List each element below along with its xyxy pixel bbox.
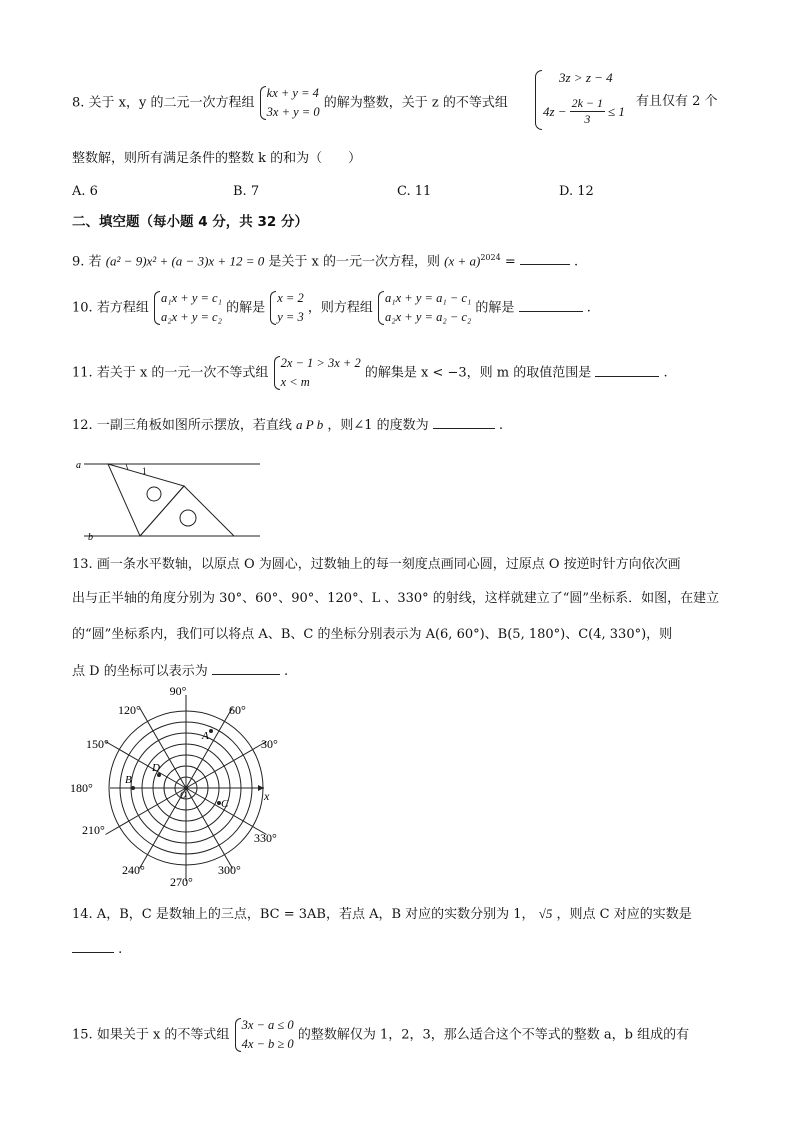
expression: (x + a) — [444, 253, 481, 269]
inequality-row: 3x − a ≤ 0 — [241, 1018, 294, 1032]
period: . — [118, 942, 123, 957]
angle-label-60: 60° — [229, 703, 246, 717]
question-text: 若 — [88, 254, 102, 270]
label-point-c: C — [221, 798, 229, 810]
question-text: 画一条水平数轴，以原点 O 为圆心，过数轴上的每一刻度点画同心圆，过原点 O 按逆时针方向依次画 — [96, 557, 681, 572]
equation-row: y = 3 — [277, 310, 304, 324]
angle-label-270: 270° — [170, 875, 193, 889]
question-number: 11. — [72, 365, 93, 381]
inequality-row: 4x − b ≥ 0 — [241, 1037, 294, 1051]
question-text: ，则点 C 对应的实数是 — [556, 907, 692, 922]
parallel-expression: a P b — [295, 417, 324, 432]
polar-coordinate-figure — [70, 682, 290, 890]
angle-ray — [140, 788, 187, 869]
answer-blank[interactable] — [519, 299, 583, 312]
fraction-numerator: 2k − 1 — [571, 96, 604, 110]
angle-label-180: 180° — [70, 781, 93, 795]
question-number: 9. — [72, 254, 85, 270]
fraction — [570, 96, 605, 127]
period: . — [663, 365, 668, 381]
question-number: 15. — [72, 1027, 93, 1043]
inequality-term: 4z − — [543, 103, 567, 119]
inequality-row: 2x − 1 > 3x + 2 — [280, 356, 361, 370]
point-a — [209, 729, 213, 733]
equation-row: x = 2 — [277, 291, 304, 305]
question-14-answer — [72, 940, 122, 959]
inequality-system — [234, 1016, 294, 1054]
question-text: 点 D 的坐标可以表示为 — [72, 664, 208, 679]
question-text: 的整数解仅为 1，2，3，那么适合这个不等式的整数 a，b 组成的有 — [297, 1027, 690, 1043]
equation-row: 3x + y = 0 — [266, 105, 320, 119]
equation-row: a₂x + y = a₂ − c₂ — [385, 310, 472, 324]
question-text: 整数解，则所有满足条件的整数 k 的和为（ ） — [72, 151, 362, 166]
question-text: 如果关于 x 的不等式组 — [96, 1027, 230, 1043]
question-text: 的“圆”坐标系内，我们可以将点 A、B、C 的坐标分别表示为 A(6, 60°)、B(5, 180°)、C(4, 330°)，则 — [72, 627, 673, 642]
answer-blank[interactable] — [433, 416, 495, 429]
question-10 — [72, 289, 591, 327]
brace — [535, 70, 542, 130]
option-a: A. 6 — [72, 184, 98, 199]
period: . — [283, 664, 289, 679]
answer-blank[interactable] — [520, 252, 570, 265]
equation-row: a₂x + y = c₂ — [160, 310, 222, 324]
fraction-denominator: 3 — [584, 112, 591, 126]
solution-system — [269, 289, 303, 327]
question-text: 有且仅有 2 个 — [636, 94, 718, 109]
question-14 — [72, 905, 692, 924]
question-text: 的解集是 x < −3，则 m 的取值范围是 — [364, 365, 592, 381]
section-title: 二、填空题（每小题 4 分，共 32 分） — [72, 214, 308, 230]
question-12 — [72, 416, 503, 435]
question-text: 一副三角板如图所示摆放，若直线 — [96, 418, 292, 433]
label-a: a — [76, 460, 81, 471]
equation: (a² − 9)x² + (a − 3)x + 12 = 0 — [105, 253, 265, 269]
angle-label-210: 210° — [82, 823, 105, 837]
angle-label-300: 300° — [218, 863, 241, 877]
question-text: 关于 x，y 的二元一次方程组 — [88, 95, 255, 111]
question-8-line-1 — [72, 84, 508, 122]
point-b — [131, 786, 135, 790]
label-angle-1: 1 — [142, 466, 147, 476]
option-b: B. 7 — [233, 184, 260, 199]
answer-blank[interactable] — [212, 662, 280, 675]
question-text: 若关于 x 的一元一次不等式组 — [96, 365, 269, 381]
question-11 — [72, 354, 668, 392]
question-text: 14. A，B，C 是数轴上的三点，BC = 3AB，若点 A，B 对应的实数分别为 1， — [72, 907, 535, 922]
equation-row: a₁x + y = a₁ − c₁ — [385, 291, 472, 305]
question-text: 是关于 x 的一元一次方程，则 — [268, 254, 440, 270]
inequality-system — [273, 354, 361, 392]
label-origin: O — [180, 790, 187, 800]
angle-label-90: 90° — [169, 684, 187, 698]
equation-system — [377, 289, 471, 327]
question-13-line-1 — [72, 556, 681, 574]
question-13-line-4 — [72, 662, 288, 681]
angle-label-240: 240° — [122, 863, 145, 877]
angle-ray — [106, 788, 187, 835]
inequality-row: x < m — [280, 375, 310, 389]
question-number: 12. — [72, 418, 93, 433]
angle-label-30: 30° — [261, 737, 278, 751]
angle-ray — [186, 742, 267, 789]
inequality-row: 3z > z − 4 — [559, 70, 613, 85]
angle-ray — [186, 708, 233, 789]
question-text: 的解为整数，关于 z 的不等式组 — [323, 95, 508, 111]
question-text: 若方程组 — [96, 300, 149, 316]
angle-ray — [186, 788, 267, 835]
question-text: ，则方程组 — [307, 300, 373, 316]
angle-label-150: 150° — [86, 737, 109, 751]
label-point-d: D — [152, 762, 160, 774]
period: . — [586, 300, 591, 316]
angle-label-330: 330° — [254, 831, 277, 845]
option-d: D. 12 — [559, 184, 594, 199]
question-15 — [72, 1016, 689, 1054]
question-text: ，则∠1 的度数为 — [327, 418, 429, 433]
exponent: 2024 — [480, 253, 501, 262]
sqrt-5: √5 — [538, 906, 553, 921]
equation-row: kx + y = 4 — [266, 86, 319, 100]
option-c: C. 11 — [397, 184, 432, 199]
hole-circle — [180, 510, 196, 526]
triangle-45 — [140, 486, 234, 536]
hole-circle — [147, 487, 161, 501]
triangle-set-figure — [74, 452, 270, 542]
equation-system — [259, 84, 320, 122]
period: . — [498, 418, 504, 433]
question-9 — [72, 249, 578, 271]
question-number: 13. — [72, 557, 93, 572]
angle-label-120: 120° — [118, 703, 141, 717]
axis-label-x: x — [264, 789, 270, 803]
equation-row: a₁x + y = c₁ — [160, 291, 222, 305]
angle-ray — [140, 708, 187, 789]
label-point-b: B — [125, 774, 132, 786]
answer-blank[interactable] — [72, 940, 114, 953]
inequality-row — [543, 96, 625, 127]
question-text: 的解是 — [226, 300, 266, 316]
question-text: 出与正半轴的角度分别为 30°、60°、90°、120°、L 、330° 的射线，这样就建立了“圆”坐标系．如图，在建立 — [72, 591, 720, 606]
question-text: 的解是 — [475, 300, 515, 316]
question-number: 10. — [72, 300, 93, 316]
label-point-a: A — [202, 730, 209, 742]
label-b: b — [88, 532, 93, 542]
question-number: 8. — [72, 95, 85, 111]
period: . — [574, 254, 579, 270]
inequality-term: ≤ 1 — [608, 103, 625, 119]
answer-blank[interactable] — [595, 364, 659, 377]
angle-ray — [106, 742, 187, 789]
equation-system — [153, 289, 222, 327]
equals-sign: = — [504, 254, 516, 270]
